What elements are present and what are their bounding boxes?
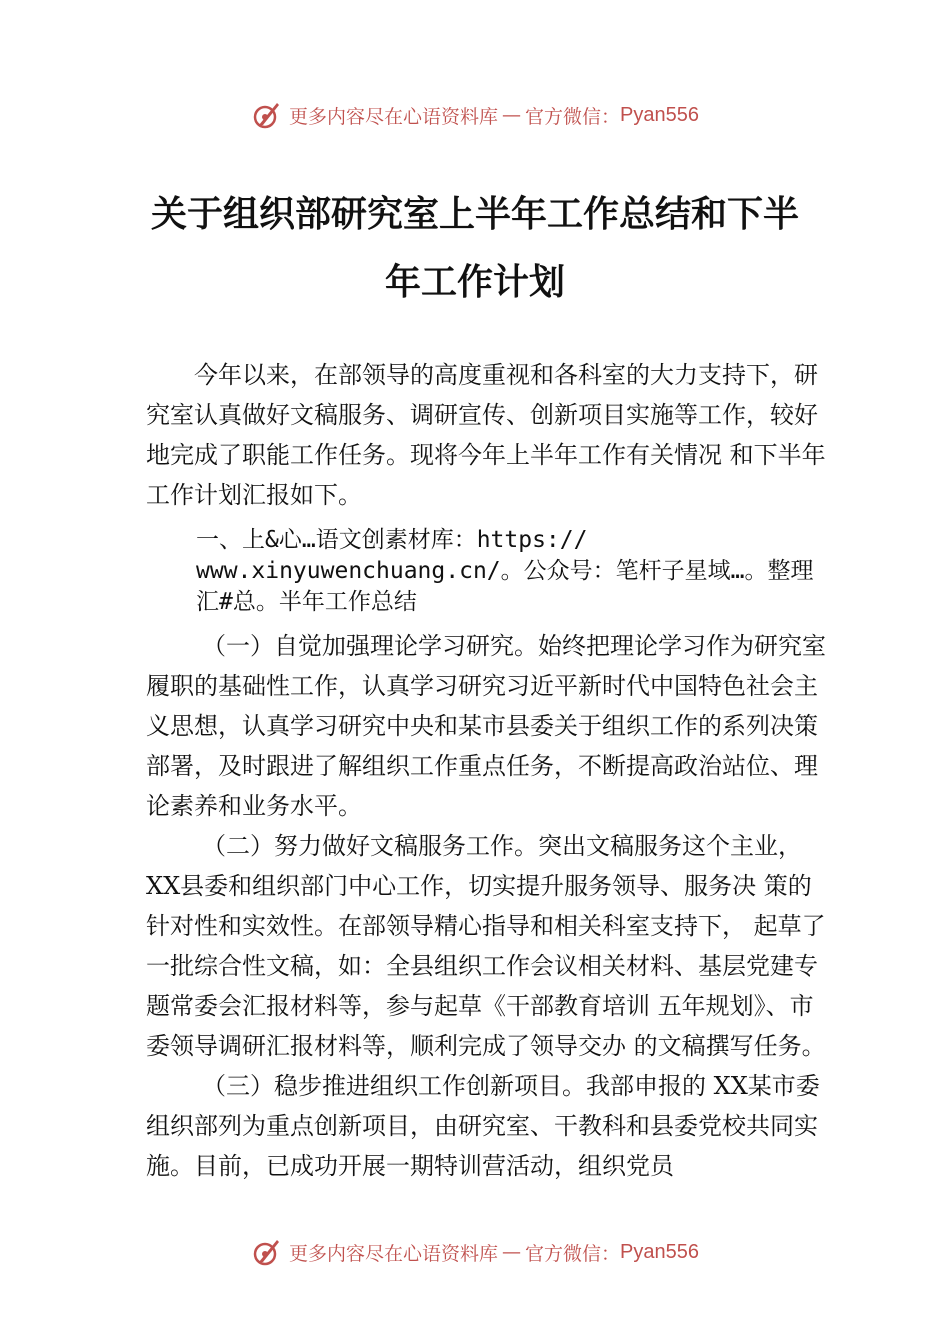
banner-separator: — bbox=[502, 1241, 522, 1263]
banner-text: 更多内容尽在心语资料库 bbox=[289, 105, 499, 128]
quill-seal-icon bbox=[251, 1236, 283, 1268]
document-title bbox=[100, 180, 850, 316]
section-heading-1: 一、上&心…语文创素材库：https:// www.xinyuwenchuang.cn/。公众号：笔杆子星域…。整理汇#总。半年工作总结 bbox=[196, 527, 814, 615]
document-body bbox=[146, 355, 826, 1186]
banner-label: 官方微信： bbox=[525, 1242, 621, 1265]
banner-wechat-id: Pyan556 bbox=[620, 1240, 699, 1263]
watermark-banner-top bbox=[0, 95, 950, 135]
watermark-banner-bottom bbox=[0, 1232, 950, 1272]
item-paragraph-2: （二）努力做好文稿服务工作。突出文稿服务这个主业，XX县委和组织部门中心工作，切实提升服务领导、服务决 策的针对性和实效性。在部领导精心指导和相关科室支持下， 起草了一批综合性文稿，如：全县组织工作会议相关材料、基层党建专题常委会汇报材料等，参与起草《干部教育培训 五年规划》、市委领导调研汇报材料等，顺利完成了领导交办 的文稿撰写任务。 bbox=[146, 832, 826, 1060]
intro-paragraph: 今年以来，在部领导的高度重视和各科室的大力支持下，研究室认真做好文稿服务、调研宣传、创新项目实施等工作，较好地完成了职能工作任务。现将今年上半年工作有关情况 和下半年工作计划汇报如下。 bbox=[146, 361, 826, 509]
item-paragraph-1: （一）自觉加强理论学习研究。始终把理论学习作为研究室履职的基础性工作，认真学习研究习近平新时代中国特色社会主义思想，认真学习研究中央和某市县委关于组织工作的系列决策部署，及时跟进了解组织工作重点任务，不断提高政治站位、理论素养和业务水平。 bbox=[146, 632, 826, 820]
banner-text: 更多内容尽在心语资料库 bbox=[289, 1242, 499, 1265]
title-line-2: 年工作计划 bbox=[384, 261, 565, 303]
quill-seal-icon bbox=[251, 99, 283, 131]
item-paragraph-3: （三）稳步推进组织工作创新项目。我部申报的 XX某市委组织部列为重点创新项目，由研究室、干教科和县委党校共同实施。目前，已成功开展一期特训营活动，组织党员 bbox=[146, 1072, 820, 1180]
banner-separator: — bbox=[502, 104, 522, 126]
title-line-1: 关于组织部研究室上半年工作总结和下半 bbox=[150, 193, 799, 235]
banner-label: 官方微信： bbox=[525, 105, 621, 128]
banner-wechat-id: Pyan556 bbox=[620, 103, 699, 126]
